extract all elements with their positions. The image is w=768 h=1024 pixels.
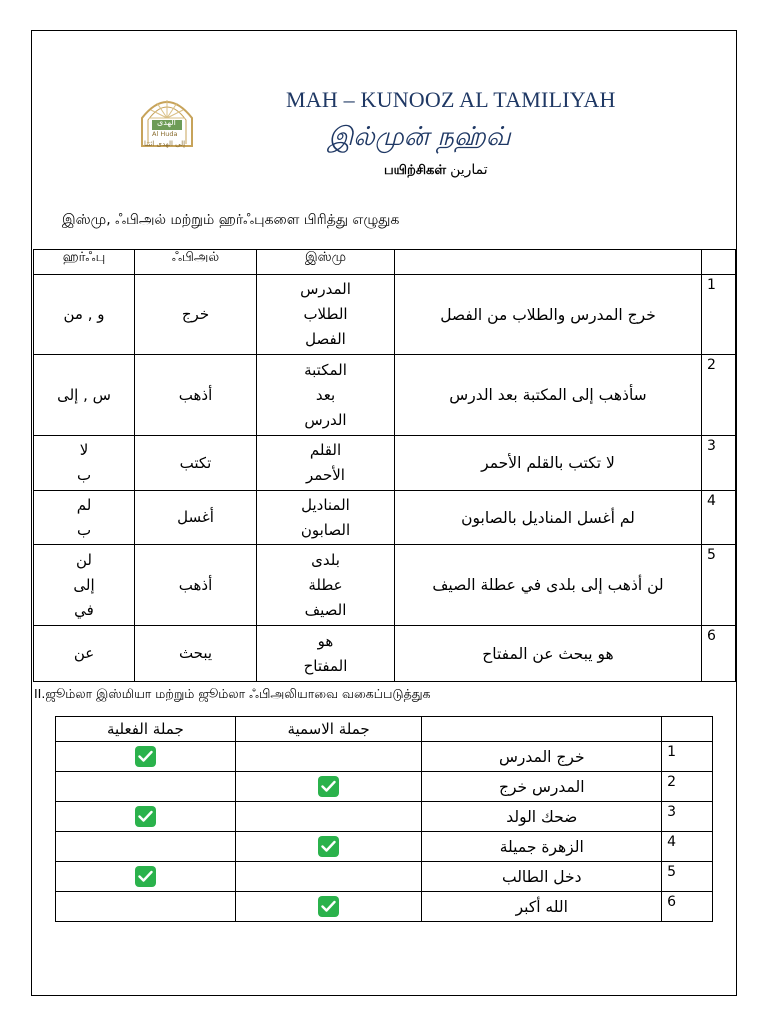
checkmark-icon [318,836,339,857]
ism-item: بعد [315,385,336,404]
harf-item: في [74,600,94,619]
sentence-cell: الله أكبر [422,892,662,922]
ism-item: الأحمر [306,466,345,484]
row-number: 5 [702,545,736,626]
ismiya-cell [235,802,422,832]
sentence-cell: خرج المدرس [422,742,662,772]
row-number: 1 [662,742,713,772]
harf-item: ب [76,520,92,539]
row-number: 4 [662,832,713,862]
sentence-cell: لا تكتب بالقلم الأحمر [395,436,702,491]
table-row [56,892,713,922]
ism-item: الطلاب [303,305,348,323]
table-header-row [34,250,736,275]
header-fiel: ஃபிஅல் [135,250,257,275]
ism-item: بلدى [311,550,340,569]
fiel-cell: خرج [135,275,257,355]
exercise-label [384,162,488,179]
harf-item: س , إلى [57,385,111,404]
fi3liya-cell [56,862,236,892]
row-number: 3 [702,436,736,491]
word-classification-table [33,249,736,682]
table-row [56,832,713,862]
table2-header-row [56,717,713,742]
ism-item: المناديل [301,495,350,514]
sentence-cell: دخل الطالب [422,862,662,892]
row-number: 5 [662,862,713,892]
checkmark-icon [318,776,339,797]
page-subtitle: இல்முன் நஹ்வ் [328,122,511,152]
ism-item: المدرس [300,280,351,298]
header2-num [662,717,713,742]
ism-item: الصيف [304,600,347,619]
checkmark-icon [318,896,339,917]
fiel-cell: يبحث [135,626,257,682]
row-number: 4 [702,491,736,545]
ism-item: عطلة [308,575,343,594]
ismiya-cell [235,862,422,892]
sentence-cell: سأذهب إلى المكتبة بعد الدرس [395,355,702,436]
fi3liya-cell [56,742,236,772]
ism-item: الدرس [304,410,347,429]
table-row [34,275,736,355]
harf-cell [34,355,135,436]
sentence-type-table [55,716,713,922]
ism-item: المفتاح [303,656,348,675]
harf-cell [34,626,135,682]
fiel-cell: أغسل [135,491,257,545]
ism-cell [257,436,395,491]
exercise-arabic: تمارين [450,162,488,178]
logo-arabic-text: الهدى [157,118,176,127]
header-sentence [395,250,702,275]
ism-item: الفصل [305,330,346,348]
sentence-cell: الزهرة جميلة [422,832,662,862]
ism-cell [257,545,395,626]
table-row [34,626,736,682]
row-number: 6 [662,892,713,922]
harf-item: عن [73,644,95,662]
harf-item: و , من [63,305,105,323]
sentence-cell: المدرس خرج [422,772,662,802]
page-title: MAH – KUNOOZ AL TAMILIYAH [286,87,616,112]
fi3liya-cell [56,892,236,922]
harf-item: ب [76,466,92,484]
ism-cell [257,355,395,436]
checkmark-icon [135,866,156,887]
sentence-cell: لم أغسل المناديل بالصابون [395,491,702,545]
sentence-cell: خرج المدرس والطلاب من الفصل [395,275,702,355]
checkmark-icon [135,806,156,827]
fiel-cell: أذهب [135,545,257,626]
table-row [34,355,736,436]
row-number: 1 [702,275,736,355]
table-row [56,742,713,772]
sentence-cell: ضحك الولد [422,802,662,832]
row-number: 6 [702,626,736,682]
ismiya-cell [235,832,422,862]
harf-item: لا [79,441,89,459]
table-row [56,862,713,892]
header-harf: ஹர்ஃபு [34,250,135,275]
row-number: 3 [662,802,713,832]
ism-item: هو [317,631,334,650]
table-row [56,772,713,802]
ism-cell [257,626,395,682]
logo-motto: إلى الهدى ائتنا [144,140,186,148]
checkmark-icon [135,746,156,767]
harf-item: لم [76,495,92,514]
section1-instruction: இஸ்மு, ஃபிஅல் மற்றும் ஹர்ஃபுகளை பிரித்து எழுதுக [62,212,400,228]
table-row [34,491,736,545]
header-fi3liya: جملة الفعلية [56,717,236,742]
fiel-cell: أذهب [135,355,257,436]
section2-instruction: II.ஜூம்லா இஸ்மியா மற்றும் ஜூம்லா ஃபிஅலியாவை வகைப்படுத்துக [34,686,431,701]
header-ism: இஸ்மு [257,250,395,275]
fi3liya-cell [56,772,236,802]
logo-english-text: Al Huda [152,130,178,138]
harf-cell [34,545,135,626]
ism-item: المكتبة [304,360,347,379]
table-row [34,436,736,491]
header2-sentence [422,717,662,742]
sentence-cell: لن أذهب إلى بلدى في عطلة الصيف [395,545,702,626]
ism-cell [257,275,395,355]
harf-cell [34,275,135,355]
ismiya-cell [235,772,422,802]
al-huda-logo [138,88,196,156]
ism-item: الصابون [300,520,351,539]
table-row [34,545,736,626]
header-ismiya: جملة الاسمية [235,717,422,742]
harf-item: لن [76,550,92,569]
ismiya-cell [235,892,422,922]
table-row [56,802,713,832]
exercise-tamil: பயிற்சிகள் [384,163,447,178]
fi3liya-cell [56,832,236,862]
harf-item: إلى [73,575,95,594]
ism-cell [257,491,395,545]
sentence-cell: هو يبحث عن المفتاح [395,626,702,682]
header-num [702,250,736,275]
ismiya-cell [235,742,422,772]
row-number: 2 [702,355,736,436]
fiel-cell: تكتب [135,436,257,491]
harf-cell [34,436,135,491]
ism-item: القلم [309,441,342,459]
row-number: 2 [662,772,713,802]
fi3liya-cell [56,802,236,832]
harf-cell [34,491,135,545]
